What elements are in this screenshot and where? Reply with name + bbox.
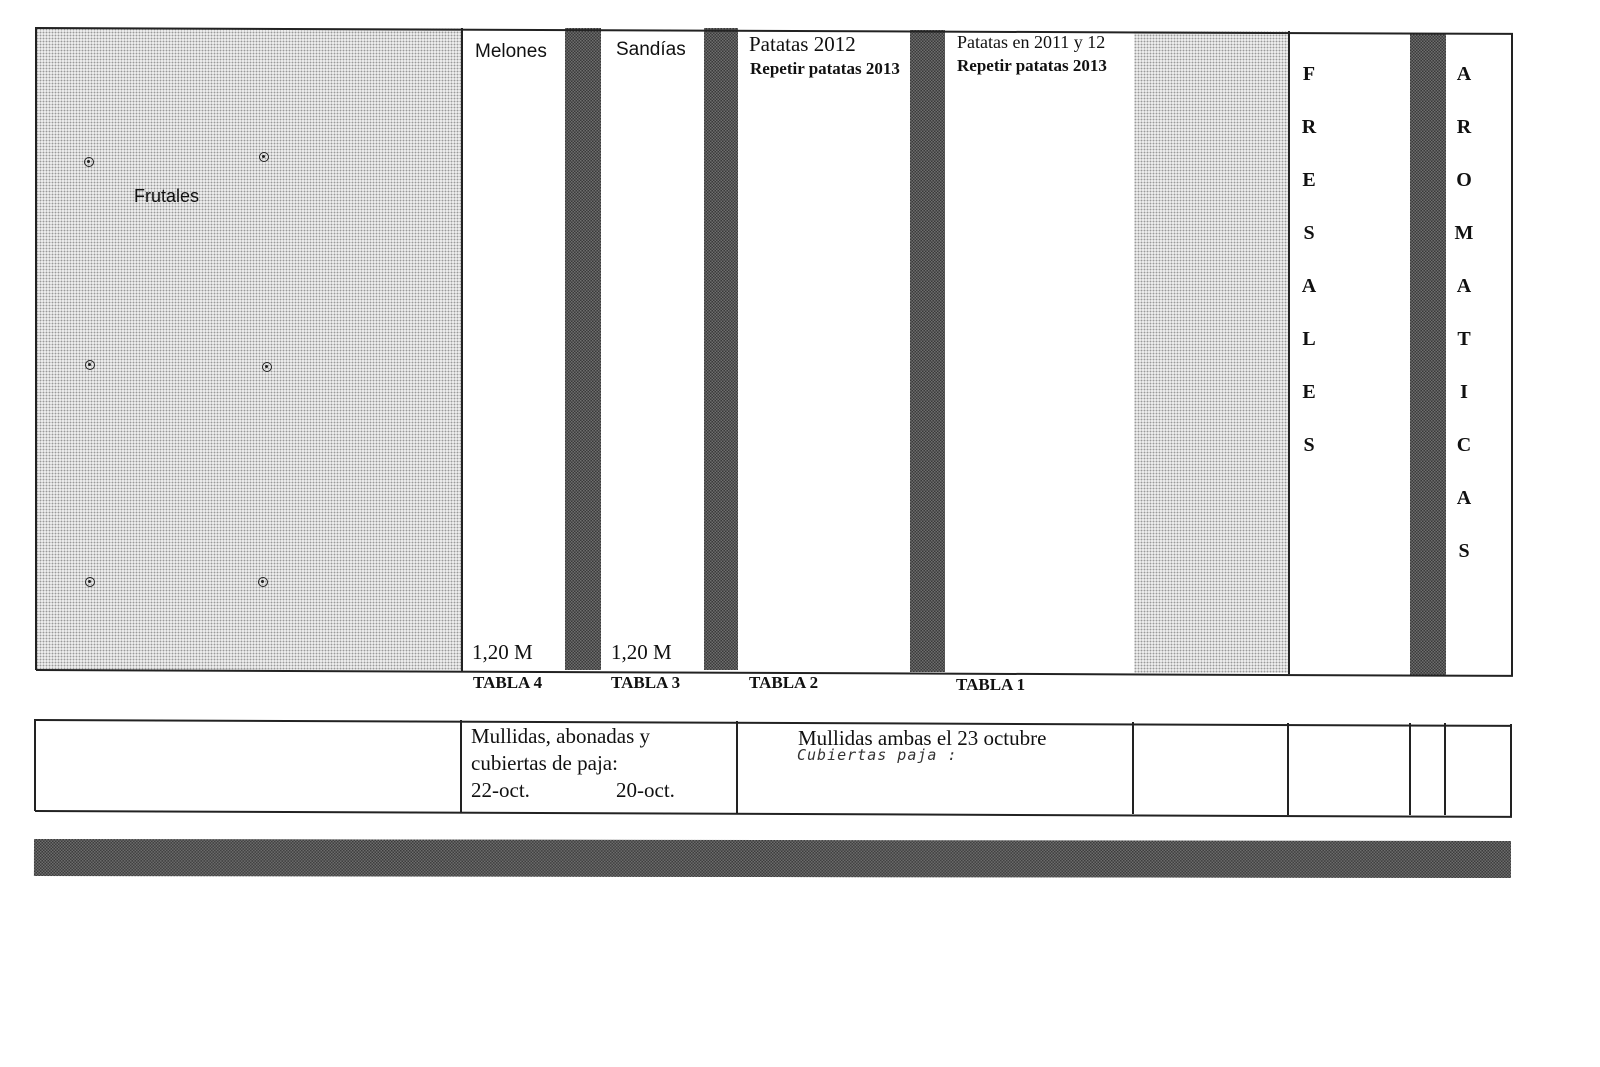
- patatas-2012-title: Patatas 2012: [749, 32, 856, 56]
- path-strip: [565, 28, 601, 670]
- tabla-1-label: TABLA 1: [956, 675, 1026, 694]
- frutales-label: Frutales: [134, 186, 200, 206]
- note-date-20: 20-oct.: [616, 778, 675, 802]
- note-mullidas-line1: Mullidas, abonadas y: [471, 724, 651, 748]
- tabla-2-label: TABLA 2: [749, 673, 819, 692]
- fruit-tree-icon: [258, 577, 268, 587]
- fruit-tree-icon: [262, 362, 272, 372]
- bottom-path-strip: [34, 839, 1511, 878]
- path-strip: [910, 30, 945, 672]
- note-handwritten: Cubiertas paja :: [797, 746, 958, 764]
- fruit-tree-icon: [85, 360, 95, 370]
- path-strip-light: [1134, 31, 1288, 673]
- melones-width: 1,20 M: [472, 640, 533, 664]
- patatas-2012-note: Repetir patatas 2013: [750, 59, 900, 78]
- sandias-width: 1,20 M: [611, 640, 672, 664]
- patatas-2011-note: Repetir patatas 2013: [957, 56, 1107, 75]
- tabla-3-label: TABLA 3: [611, 673, 681, 692]
- path-strip: [1410, 33, 1446, 675]
- fruit-tree-icon: [259, 152, 269, 162]
- note-date-22: 22-oct.: [471, 778, 530, 802]
- note-mullidas-line2: cubiertas de paja:: [471, 751, 618, 775]
- fresales-label: F R E S A L E S: [1301, 63, 1317, 456]
- melones-title: Melones: [475, 41, 547, 62]
- sandias-title: Sandías: [616, 39, 686, 60]
- tabla-4-label: TABLA 4: [473, 673, 543, 692]
- patatas-2011-title: Patatas en 2011 y 12: [957, 32, 1106, 52]
- path-strip: [704, 28, 738, 670]
- fruit-tree-icon: [85, 577, 95, 587]
- frutales-plot: [36, 28, 461, 670]
- fruit-tree-icon: [84, 157, 94, 167]
- aromaticas-label: A R O M A T I C A S: [1454, 63, 1474, 562]
- note-mullidas-ambas: Mullidas ambas el 23 octubre: [798, 726, 1047, 750]
